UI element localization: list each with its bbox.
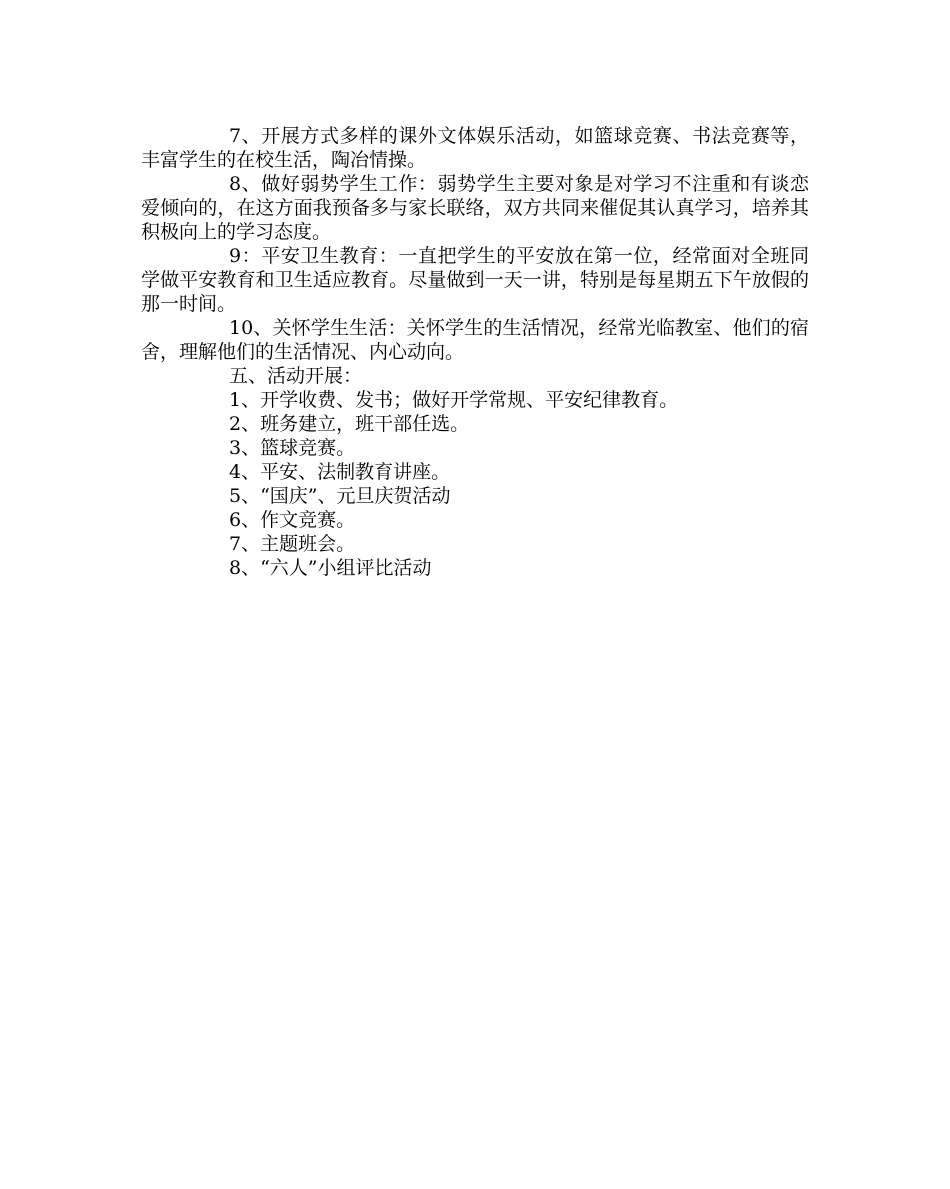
activity-item-4: 4、平安、法制教育讲座。 bbox=[229, 461, 451, 483]
activity-item-6: 6、作文竞赛。 bbox=[229, 509, 356, 531]
paragraph-item-10: 10、关怀学生生活：关怀学生的生活情况，经常光临教室、他们的宿舍，理解他们的生活情况、内心动向。 bbox=[141, 317, 809, 363]
activity-item-1: 1、开学收费、发书；做好开学常规、平安纪律教育。 bbox=[229, 389, 679, 411]
activity-item-2: 2、班务建立，班干部任选。 bbox=[229, 413, 470, 435]
activity-item-8: 8、“六人”小组评比活动 bbox=[229, 557, 432, 579]
activity-item-7: 7、主题班会。 bbox=[229, 533, 356, 555]
activity-item-3: 3、篮球竞赛。 bbox=[229, 437, 356, 459]
paragraph-item-7: 7、开展方式多样的课外文体娱乐活动，如篮球竞赛、书法竞赛等，丰富学生的在校生活，陶冶情操。 bbox=[141, 125, 809, 171]
section-heading: 五、活动开展： bbox=[229, 365, 363, 387]
paragraph-item-8: 8、做好弱势学生工作：弱势学生主要对象是对学习不注重和有谈恋爱倾向的，在这方面我预备多与家长联络，双方共同来催促其认真学习，培养其积极向上的学习态度。 bbox=[141, 173, 809, 243]
document-body bbox=[141, 124, 809, 580]
activity-item-5: 5、“国庆”、元旦庆贺活动 bbox=[229, 485, 451, 507]
paragraph-item-9: 9：平安卫生教育：一直把学生的平安放在第一位，经常面对全班同学做平安教育和卫生适应教育。尽量做到一天一讲，特别是每星期五下午放假的那一时间。 bbox=[141, 245, 809, 315]
